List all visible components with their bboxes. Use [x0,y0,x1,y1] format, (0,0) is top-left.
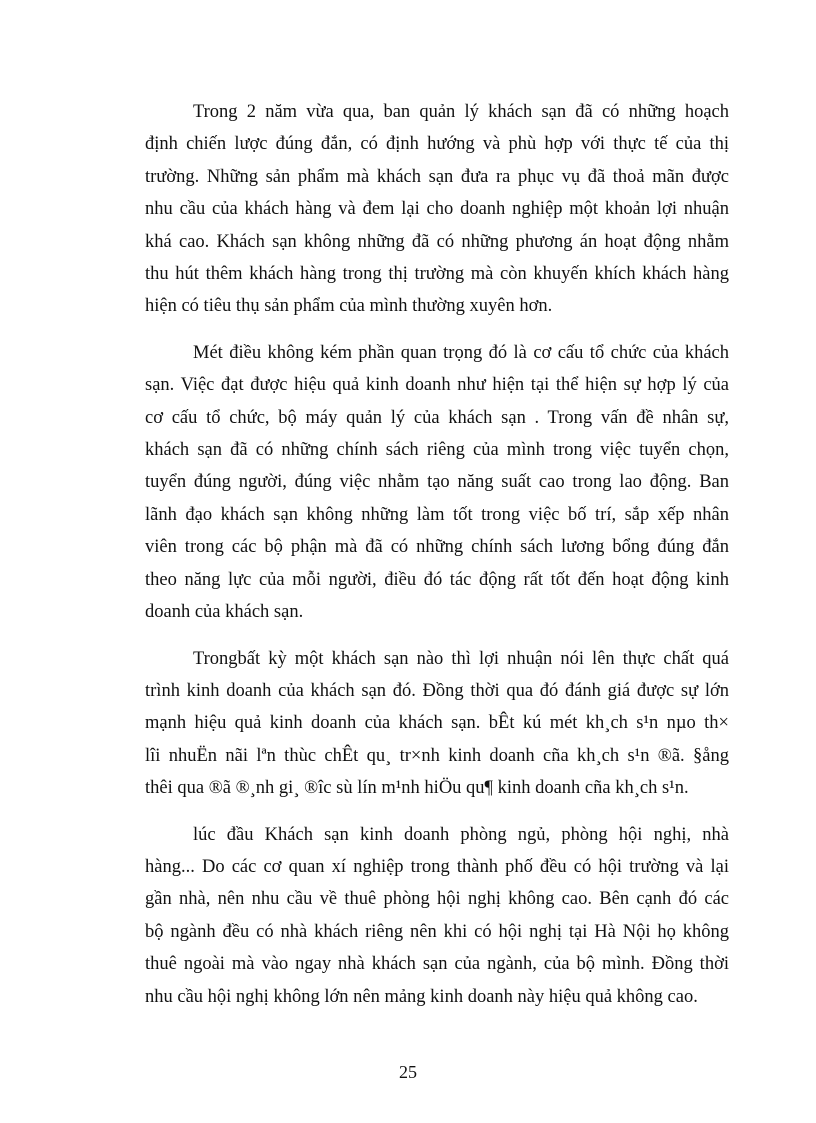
text-line: cơ cấu tổ chức, bộ máy quản lý của khách sạn . Trong vấn đề nhân sự, [145,407,729,428]
text-line: trình kinh doanh của khách sạn đó. Đồng thời qua đó đánh giá được sự lớn [145,680,729,701]
text-line: mạnh hiệu quả kinh doanh của khách sạn. bÊt kú mét kh¸ch s¹n nµo th× [145,713,729,734]
paragraph-business-start [145,819,729,1013]
text-line: thuê ngoài mà vào ngay nhà khách sạn của ngành, của bộ mình. Đồng thời [145,954,729,975]
text-line: gần nhà, nên nhu cầu về thuê phòng hội nghị không cao. Bên cạnh đó các [145,889,729,910]
text-line: thêi qua ®ã ®¸nh gi¸ ®îc sù lín m¹nh hiÖu qu¶ kinh doanh cña kh¸ch s¹n. [145,778,689,799]
text-line: theo năng lực của mỗi người, điều đó tác động rất tốt đến hoạt động kinh [145,569,729,590]
text-line: định chiến lược đúng đắn, có định hướng và phù hợp với thực tế của thị [145,134,729,155]
text-line: thu hút thêm khách hàng trong thị trường mà còn khuyến khích khách hàng [145,264,729,285]
text-line: lîi nhuËn nãi lªn thùc chÊt qu¸ tr×nh kinh doanh cña kh¸ch s¹n ®ã. §ång [145,745,729,766]
text-line: hiện có tiêu thụ sản phẩm của mình thường xuyên hơn. [145,296,553,317]
text-line: khá cao. Khách sạn không những đã có những phương án hoạt động nhằm [145,231,729,252]
text-line: Trong 2 năm vừa qua, ban quản lý khách sạn đã có những hoạch [193,102,729,122]
text-line: doanh của khách sạn. [145,602,304,623]
text-line: hàng... Do các cơ quan xí nghiệp trong thành phố đều có hội trường và lại [145,856,729,877]
text-line: nhu cầu của khách hàng và đem lại cho doanh nghiệp một khoản lợi nhuận [145,199,729,220]
text-line: trường. Những sản phẩm mà khách sạn đưa ra phục vụ đã thoả mãn được [145,166,729,187]
paragraph-strategy [145,96,729,323]
text-line: nhu cầu hội nghị không lớn nên mảng kinh doanh này hiệu quả không cao. [145,986,698,1007]
paragraph-profit [145,643,729,805]
text-line: lúc đầu Khách sạn kinh doanh phòng ngủ, phòng hội nghị, nhà [193,824,729,845]
text-line: viên trong các bộ phận mà đã có những chính sách lương bổng đúng đắn [145,537,729,558]
text-line: khách sạn đã có những chính sách riêng của mình trong việc tuyển chọn, [145,440,729,461]
paragraph-organization [145,337,729,629]
text-line: sạn. Việc đạt được hiệu quả kinh doanh như hiện tại thể hiện sự hợp lý của [145,375,729,396]
text-line: Trongbất kỳ một khách sạn nào thì lợi nhuận nói lên thực chất quá [193,648,729,669]
document-page [145,96,729,1027]
text-line: bộ ngành đều có nhà khách riêng nên khi có hội nghị tại Hà Nội họ không [145,921,729,942]
text-line: lãnh đạo khách sạn không những làm tốt trong việc bố trí, sắp xếp nhân [145,504,729,525]
page-number: 25 [399,1062,417,1082]
text-line: Mét điều không kém phần quan trọng đó là cơ cấu tổ chức của khách [193,342,729,363]
text-line: tuyển đúng người, đúng việc nhằm tạo năng suất cao trong lao động. Ban [145,472,729,493]
